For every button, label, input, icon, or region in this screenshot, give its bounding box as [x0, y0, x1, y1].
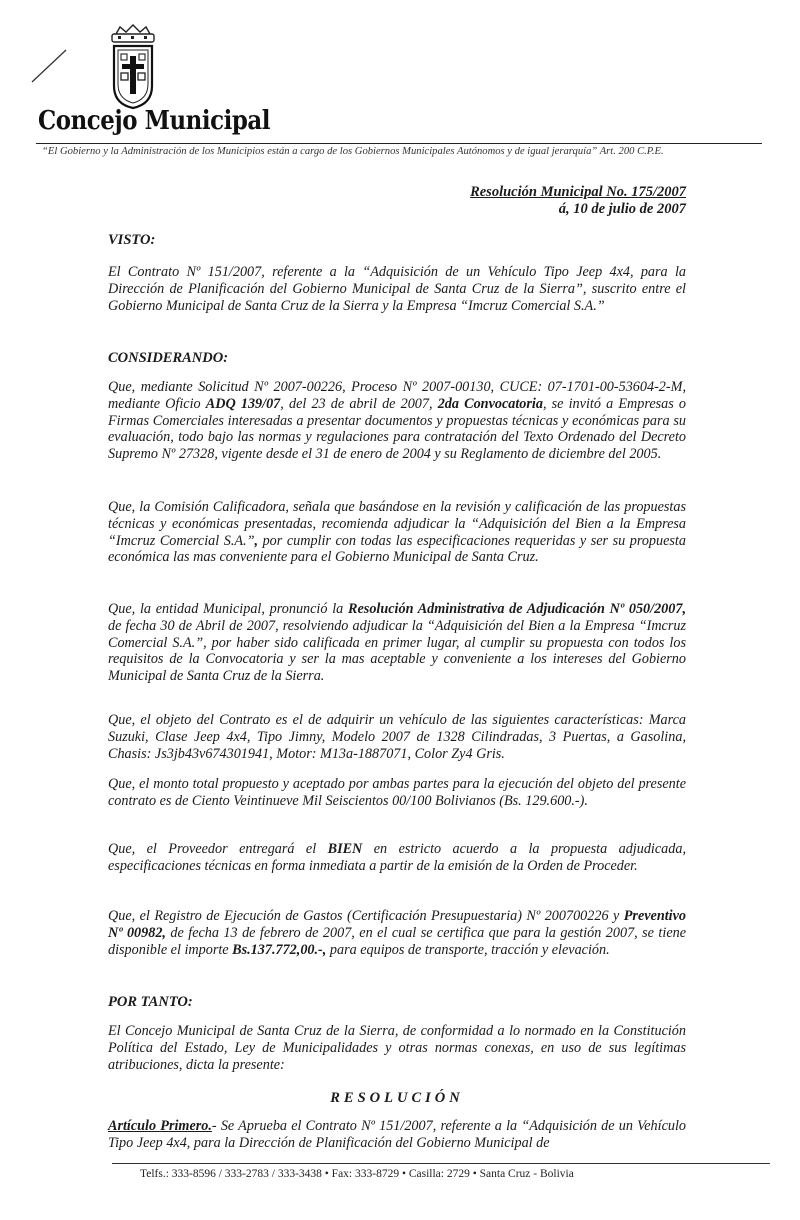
considerando-paragraph-4: Que, el objeto del Contrato es el de adquirir un vehículo de las siguientes características: Marca Suzuki, Clase Jeep 4x4, Tipo Jimny, Modelo 2007 de 1328 Cilindradas, 3 Puertas, a Gasolina, Chasis: Js3jb43v674301941, Motor: M13a-1887071, Color Zy4 Gris. [108, 712, 686, 762]
visto-paragraph: El Contrato Nº 151/2007, referente a la “Adquisición de un Vehículo Tipo Jeep 4x4, para la Dirección de Planificación del Gobierno Municipal de Santa Cruz de la Sierra”, suscrito entre el Gobierno Municipal de Santa Cruz de la Sierra y la Empresa “Imcruz Comercial S.A.” [108, 264, 686, 314]
pen-mark [30, 46, 70, 86]
considerando-paragraph-6: Que, el Proveedor entregará el BIEN en estricto acuerdo a la propuesta adjudicada, especificaciones técnicas en forma inmediata a partir de la emisión de la Orden de Proceder. [108, 841, 686, 874]
organization-name: Concejo Municipal [38, 106, 271, 136]
articulo-primero-label: Artículo Primero. [108, 1118, 212, 1134]
resolution-date: á, 10 de julio de 2007 [558, 201, 686, 217]
por-tanto-heading: POR TANTO: [108, 994, 193, 1010]
visto-heading: VISTO: [108, 232, 156, 248]
resolucion-title: RESOLUCIÓN [330, 1090, 464, 1106]
header-divider [36, 143, 762, 144]
footer-contact: Telfs.: 333-8596 / 333-2783 / 333-3438 • Fax: 333-8729 • Casilla: 2729 • Santa Cruz - Bolivia [140, 1168, 574, 1180]
considerando-paragraph-1: Que, mediante Solicitud Nº 2007-00226, Proceso Nº 2007-00130, CUCE: 07-1701-00-53604-2-M, mediante Oficio ADQ 139/07, del 23 de abril de 2007, 2da Convocatoria, se invitó a Empresas o Firmas Comerciales interesadas a presentar documentos y propuestas técnicas y económicas para su evaluación, todo bajo las normas y regulaciones para contratación del Texto Ordenado del Decreto Supremo Nº 27328, vigente desde el 31 de enero de 2004 y su Reglamento de diciembre del 2005. [108, 379, 686, 463]
considerando-paragraph-3: Que, la entidad Municipal, pronunció la Resolución Administrativa de Adjudicación Nº 050/2007, de fecha 30 de Abril de 2007, resolviendo adjudicar la “Adquisición del Bien a la Empresa “Imcruz Comercial S.A.”, por haber sido calificada en primer lugar, al cumplir su propuesta con todos los requisitos de la Convocatoria y ser la mas aceptable y conveniente a los intereses del Gobierno Municipal de Santa Cruz de la Sierra. [108, 601, 686, 685]
por-tanto-paragraph: El Concejo Municipal de Santa Cruz de la Sierra, de conformidad a lo normado en la Constitución Política del Estado, Ley de Municipalidades y otras normas conexas, en uso de sus legítimas atribuciones, dicta la presente: [108, 1023, 686, 1073]
footer-divider [112, 1163, 770, 1164]
considerando-heading: CONSIDERANDO: [108, 350, 229, 366]
header-motto: “El Gobierno y la Administración de los Municipios están a cargo de los Gobiernos Municipales Autónomos y de igual jerarquía” Art. 200 C.P.E. [42, 146, 664, 157]
considerando-paragraph-2: Que, la Comisión Calificadora, señala que basándose en la revisión y calificación de las propuestas técnicas y económicas presentadas, recomienda adjudicar la “Adquisición del Bien a la Empresa “Imcruz Comercial S.A.”, por cumplir con todas las especificaciones requeridas y ser su propuesta económica las mas conveniente para el Gobierno Municipal de Santa Cruz. [108, 499, 686, 566]
articulo-primero-paragraph: Artículo Primero.- Se Aprueba el Contrato Nº 151/2007, referente a la “Adquisición de un Vehículo Tipo Jeep 4x4, para la Dirección de Planificación del Gobierno Municipal de [108, 1118, 686, 1151]
considerando-paragraph-5: Que, el monto total propuesto y aceptado por ambas partes para la ejecución del objeto del presente contrato es de Ciento Veintinueve Mil Seiscientos 00/100 Bolivianos (Bs. 129.600.-). [108, 776, 686, 809]
resolution-number: Resolución Municipal No. 175/2007 [470, 184, 686, 200]
considerando-paragraph-7: Que, el Registro de Ejecución de Gastos (Certificación Presupuestaria) Nº 200700226 y Preventivo Nº 00982, de fecha 13 de febrero de 2007, en el cual se certifica que para la gestión 2007, se tiene disponible el importe Bs.137.772,00.-, para equipos de transporte, tracción y elevación. [108, 908, 687, 958]
coat-of-arms-icon [108, 24, 158, 110]
resolution-header [470, 184, 686, 218]
